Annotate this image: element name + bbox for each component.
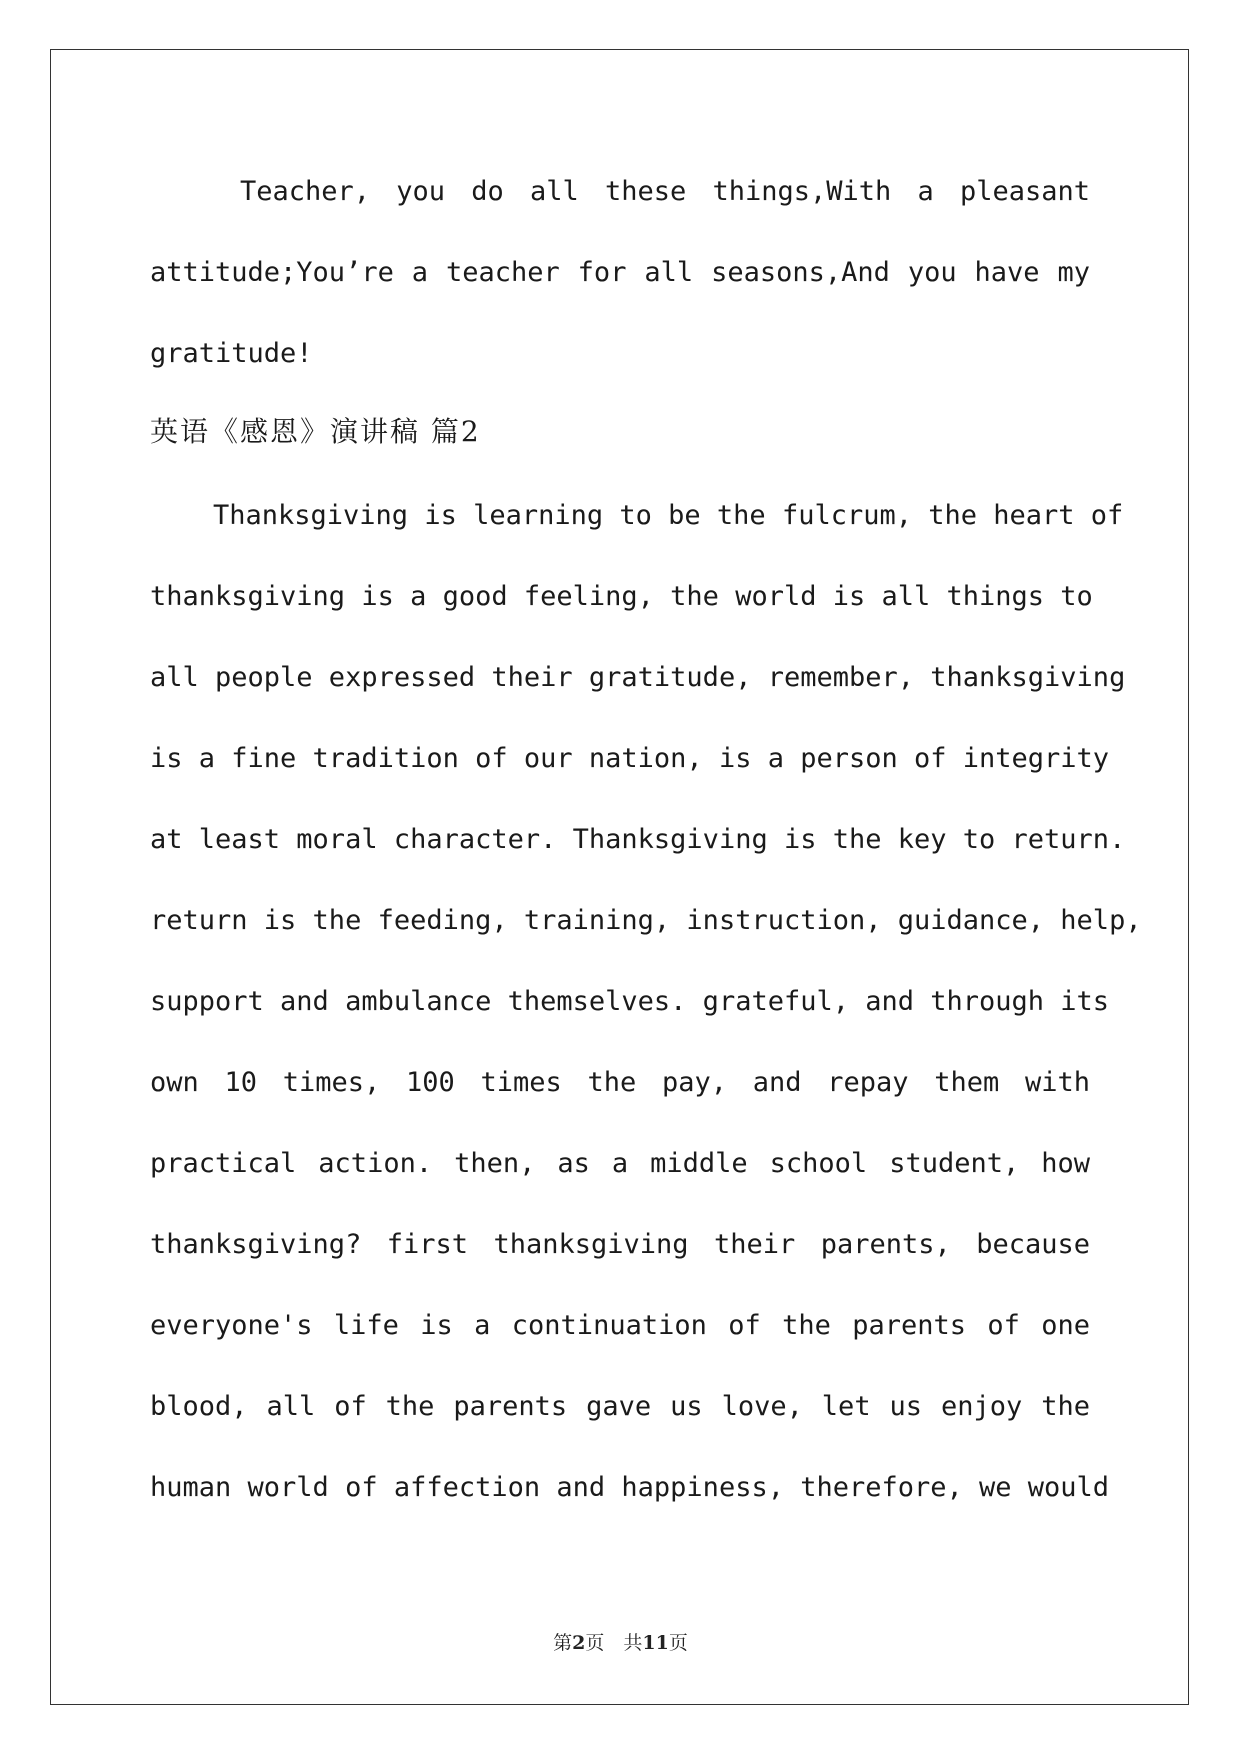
paragraph2-line: practical action. then, as a middle school student, how [150, 1148, 1090, 1179]
footer-suffix: 页 [668, 1632, 688, 1654]
paragraph2-line: at least moral character. Thanksgiving is the key to return. [150, 824, 1126, 855]
paragraph2-line: own 10 times, 100 times the pay, and repay them with [150, 1067, 1090, 1098]
paragraph2-line: human world of affection and happiness, therefore, we would [150, 1472, 1110, 1503]
paragraph1-line: gratitude! [150, 338, 313, 369]
section-heading: 英语《感恩》演讲稿 篇2 [150, 415, 481, 448]
paragraph2-line: everyone's life is a continuation of the parents of one [150, 1310, 1090, 1341]
paragraph2-line: Thanksgiving is learning to be the fulcrum, the heart of [213, 500, 1124, 531]
paragraph2-line: thanksgiving is a good feeling, the world is all things to [150, 581, 1093, 612]
paragraph2-line: thanksgiving? first thanksgiving their parents, because [150, 1229, 1090, 1260]
paragraph2-line: all people expressed their gratitude, remember, thanksgiving [150, 662, 1126, 693]
current-page-number: 2 [572, 1632, 586, 1654]
paragraph2-line: return is the feeding, training, instruction, guidance, help, [150, 905, 1142, 936]
total-pages-number: 11 [642, 1632, 669, 1654]
paragraph1-line: Teacher, you do all these things,With a pleasant [240, 176, 1090, 207]
paragraph2-line: is a fine tradition of our nation, is a person of integrity [150, 743, 1110, 774]
paragraph2-line: support and ambulance themselves. grateful, and through its [150, 986, 1110, 1017]
footer-prefix: 第 [553, 1632, 573, 1654]
paragraph1-line: attitude;You’re a teacher for all seasons,And you have my [150, 257, 1090, 288]
footer-middle: 页 共 [585, 1632, 643, 1654]
page-border [50, 49, 1189, 1705]
paragraph2-line: blood, all of the parents gave us love, let us enjoy the [150, 1391, 1090, 1422]
page-footer [0, 1628, 1241, 1655]
